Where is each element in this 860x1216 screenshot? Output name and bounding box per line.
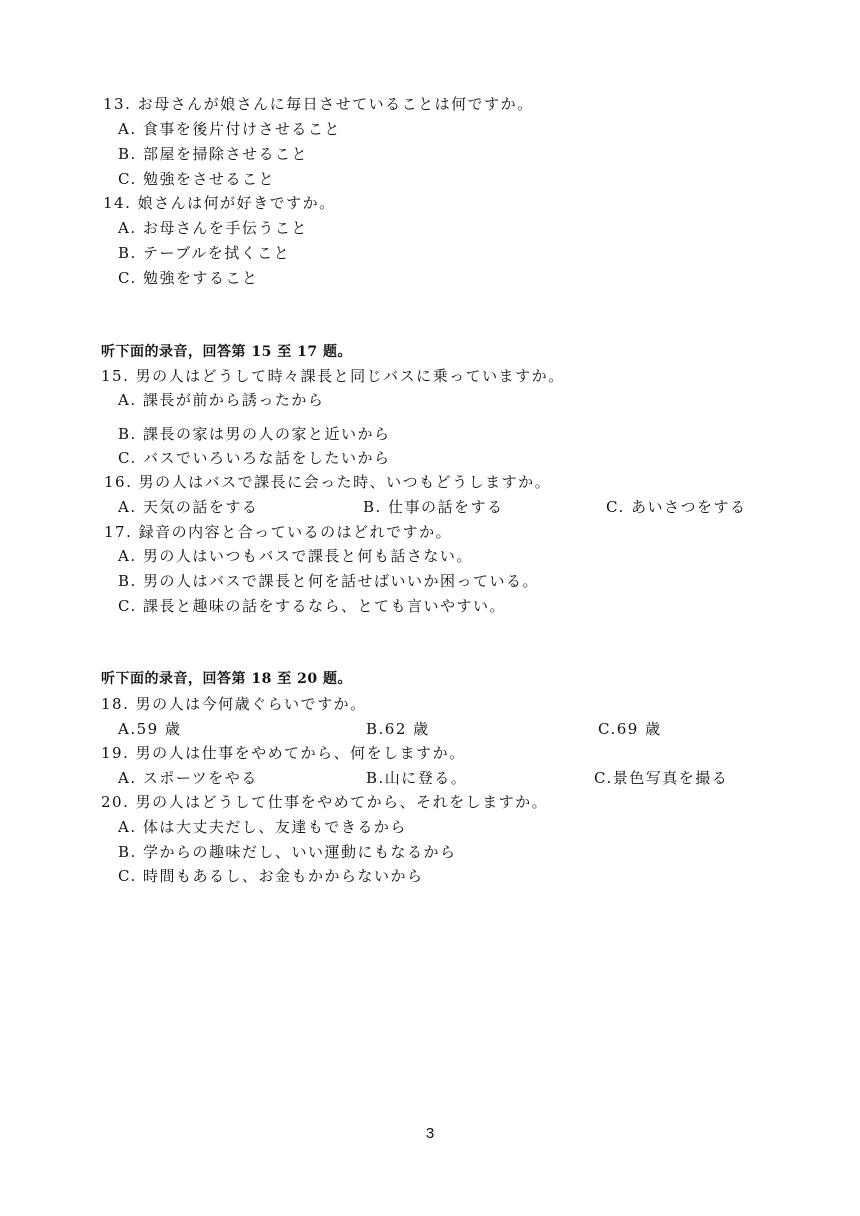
question-18-option-a: A.59 歳 (118, 720, 182, 738)
question-14-stem: 14. 娘さんは何が好きですか。 (103, 194, 336, 212)
question-19-stem: 19. 男の人は仕事をやめてから、何をしますか。 (101, 744, 466, 762)
question-19-option-a: A. スポーツをやる (118, 769, 258, 787)
question-20-stem: 20. 男の人はどうして仕事をやめてから、それをしますか。 (101, 793, 549, 811)
question-20-option-a: A. 体は大丈夫だし、友達もできるから (118, 818, 407, 836)
question-14-option-b: B. テーブルを拭くこと (118, 244, 291, 262)
question-16-stem: 16. 男の人はバスで課長に会った時、いつもどうしますか。 (104, 473, 552, 491)
question-13-option-a: A. 食事を後片付けさせること (118, 120, 341, 138)
question-20-option-c: C. 時間もあるし、お金もかからないから (118, 867, 424, 885)
section-heading-18-20: 听下面的录音，回答第 18 至 20 题。 (101, 671, 352, 687)
page-number: 3 (425, 1125, 435, 1142)
question-15-option-c: C. バスでいろいろな話をしたいから (118, 449, 391, 467)
question-19-option-b: B.山に登る。 (366, 769, 468, 787)
question-18-stem: 18. 男の人は今何歳ぐらいですか。 (101, 695, 367, 713)
question-16-option-a: A. 天気の話をする (118, 498, 259, 516)
question-16-option-b: B. 仕事の話をする (363, 498, 504, 516)
question-17-option-b: B. 男の人はバスで課長と何を話せばいいか困っている。 (118, 572, 540, 590)
question-18-option-c: C.69 歳 (598, 720, 662, 738)
question-17-option-a: A. 男の人はいつもバスで課長と何も話さない。 (118, 547, 473, 565)
question-15-option-a: A. 課長が前から誘ったから (118, 391, 325, 409)
question-13-stem: 13. お母さんが娘さんに毎日させていることは何ですか。 (103, 95, 534, 113)
section-heading-15-17: 听下面的录音，回答第 15 至 17 题。 (101, 344, 352, 360)
question-20-option-b: B. 学からの趣味だし、いい運動にもなるから (118, 843, 457, 861)
question-13-option-c: C. 勉強をさせること (118, 170, 275, 188)
question-13-option-b: B. 部屋を掃除させること (118, 145, 309, 163)
question-17-stem: 17. 録音の内容と合っているのはどれですか。 (104, 523, 453, 541)
question-14-option-c: C. 勉強をすること (118, 269, 259, 287)
question-14-option-a: A. お母さんを手伝うこと (118, 219, 308, 237)
question-19-option-c: C.景色写真を撮る (594, 769, 729, 787)
question-15-option-b: B. 課長の家は男の人の家と近いから (118, 425, 391, 443)
question-16-option-c: C. あいさつをする (606, 498, 747, 516)
question-17-option-c: C. 課長と趣味の話をするなら、とても言いやすい。 (118, 597, 506, 615)
question-15-stem: 15. 男の人はどうして時々課長と同じバスに乗っていますか。 (101, 367, 565, 385)
question-18-option-b: B.62 歳 (366, 720, 430, 738)
